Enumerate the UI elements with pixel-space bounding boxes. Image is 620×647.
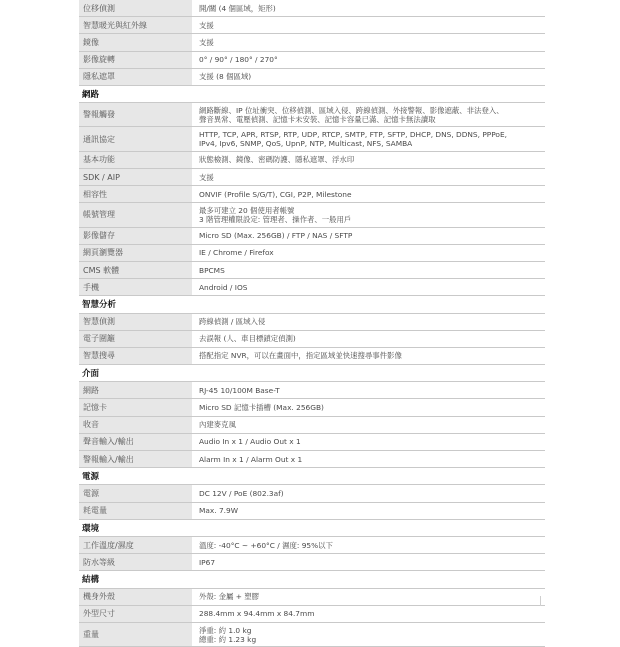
spec-label: 機身外殼 <box>79 589 192 605</box>
spec-label: 警報輸入/輸出 <box>79 451 192 467</box>
spec-value-line: 288.4mm x 94.4mm x 84.7mm <box>199 609 315 619</box>
spec-value <box>192 103 545 126</box>
spec-value-line: Alarm In x 1 / Alarm Out x 1 <box>199 454 303 464</box>
spec-row <box>79 623 545 647</box>
spec-value-line: HTTP, TCP, APR, RTSP, RTP, UDP, RTCP, SMTP, FTP, SFTP, DHCP, DNS, DDNS, PPPoE, <box>199 130 507 140</box>
spec-label: 鏡像 <box>79 34 192 50</box>
spec-label: 聲音輸入/輸出 <box>79 434 192 450</box>
spec-label: 影像儲存 <box>79 228 192 244</box>
spec-value-line: 聲音異常、電壓偵測、記憶卡未安裝、記憶卡容量已滿、記憶卡無法讀取 <box>199 114 436 124</box>
spec-row <box>79 152 545 169</box>
spec-label: 防水等級 <box>79 554 192 570</box>
spec-label: 相容性 <box>79 186 192 202</box>
spec-value <box>192 0 545 16</box>
spec-row <box>79 348 545 365</box>
spec-row <box>79 589 545 606</box>
spec-value <box>192 348 545 364</box>
spec-label: 網頁瀏覽器 <box>79 245 192 261</box>
spec-label: 警報觸發 <box>79 103 192 126</box>
spec-value <box>192 169 545 185</box>
spec-row <box>79 169 545 186</box>
spec-value <box>192 331 545 347</box>
spec-label: CMS 軟體 <box>79 262 192 278</box>
spec-row <box>79 52 545 69</box>
spec-value <box>192 399 545 415</box>
spec-value-line: Audio In x 1 / Audio Out x 1 <box>199 437 301 447</box>
spec-label: 智慧搜尋 <box>79 348 192 364</box>
spec-row <box>79 17 545 34</box>
spec-value <box>192 262 545 278</box>
spec-value <box>192 314 545 330</box>
spec-value-line: 去誤報 (人、車目標鎖定偵測) <box>199 334 296 344</box>
spec-label: 記憶卡 <box>79 399 192 415</box>
spec-value <box>192 17 545 33</box>
spec-value-line: Micro SD (Max. 256GB) / FTP / NAS / SFTP <box>199 231 353 241</box>
spec-value <box>192 69 545 85</box>
spec-value <box>192 503 545 519</box>
spec-value-line: 0° / 90° / 180° / 270° <box>199 55 278 65</box>
spec-label: 重量 <box>79 623 192 646</box>
spec-value-line: ONVIF (Profile S/G/T), CGI, P2P, Milestone <box>199 189 352 199</box>
spec-value <box>192 606 545 622</box>
spec-label: 耗電量 <box>79 503 192 519</box>
spec-value-line: 支援 <box>199 172 214 182</box>
spec-value-line: 開/關 (4 個區域，矩形) <box>199 3 276 13</box>
spec-row <box>79 186 545 203</box>
spec-row <box>79 399 545 416</box>
spec-value-line: IE / Chrome / Firefox <box>199 248 274 258</box>
spec-row <box>79 245 545 262</box>
spec-value-line: 溫度: -40°C ~ +60°C / 濕度: 95%以下 <box>199 540 333 550</box>
spec-row <box>79 279 545 296</box>
spec-label: 智慧暖光與紅外線 <box>79 17 192 33</box>
spec-value-line: 3 階管理權限設定: 管理者、操作者、一般用戶 <box>199 214 352 224</box>
spec-row <box>79 382 545 399</box>
spec-label: 外型尺寸 <box>79 606 192 622</box>
spec-label: 電源 <box>79 485 192 501</box>
spec-value-line: IP67 <box>199 557 216 567</box>
spec-label: 通訊協定 <box>79 127 192 150</box>
spec-value <box>192 485 545 501</box>
spec-value-line: DC 12V / PoE (802.3af) <box>199 488 284 498</box>
spec-value <box>192 279 545 295</box>
spec-label: 手機 <box>79 279 192 295</box>
spec-value-line: 支援 <box>199 20 214 30</box>
spec-value-line: 狀態檢測、鏡像、密碼防護、隱私遮罩、浮水印 <box>199 155 355 165</box>
spec-value <box>192 52 545 68</box>
spec-value <box>192 127 545 150</box>
spec-value <box>192 34 545 50</box>
spec-row <box>79 103 545 127</box>
section-heading: 結構 <box>79 571 545 588</box>
section-heading: 環境 <box>79 520 545 537</box>
spec-row <box>79 434 545 451</box>
spec-value <box>192 203 545 226</box>
spec-label: 基本功能 <box>79 152 192 168</box>
spec-value-line: Max. 7.9W <box>199 506 239 516</box>
spec-row <box>79 69 545 86</box>
spec-label: 網路 <box>79 382 192 398</box>
spec-value <box>192 417 545 433</box>
spec-value-line: 搭配指定 NVR，可以在畫面中，指定區域並快速搜尋事件影像 <box>199 351 402 361</box>
spec-value-line: Android / IOS <box>199 282 248 292</box>
spec-row <box>79 554 545 571</box>
spec-value <box>192 245 545 261</box>
spec-label: 帳號管理 <box>79 203 192 226</box>
spec-row <box>79 34 545 51</box>
spec-value-line: 淨重: 約 1.0 kg <box>199 625 252 635</box>
spec-value <box>192 623 545 646</box>
spec-value-line: 外殼: 金屬 + 塑膠 <box>199 592 260 602</box>
spec-value-line: RJ-45 10/100M Base-T <box>199 385 280 395</box>
spec-row <box>79 228 545 245</box>
spec-row <box>79 127 545 151</box>
spec-row <box>79 331 545 348</box>
spec-row <box>79 0 545 17</box>
spec-label: 工作溫度/濕度 <box>79 537 192 553</box>
spec-value-line: 總重: 約 1.23 kg <box>199 634 257 644</box>
spec-value <box>192 186 545 202</box>
spec-value <box>192 152 545 168</box>
spec-row <box>79 503 545 520</box>
spec-value-line: Micro SD 記憶卡插槽 (Max. 256GB) <box>199 403 324 413</box>
spec-value-line: BPCMS <box>199 265 225 275</box>
spec-row <box>79 537 545 554</box>
section-heading: 介面 <box>79 365 545 382</box>
section-heading: 電源 <box>79 468 545 485</box>
spec-value-line: 最多可建立 20 個使用者帳號 <box>199 205 295 215</box>
spec-value-line: IPv4, Ipv6, SNMP, QoS, UpnP, NTP, Multicast, NFS, SAMBA <box>199 139 413 149</box>
spec-label: 隱私遮罩 <box>79 69 192 85</box>
spec-value <box>192 228 545 244</box>
spec-value <box>192 589 545 605</box>
spec-value-line: 支援 <box>199 37 214 47</box>
spec-row <box>79 314 545 331</box>
spec-label: 影像旋轉 <box>79 52 192 68</box>
spec-value-line: 支援 (8 個區域) <box>199 72 252 82</box>
spec-label: 位移偵測 <box>79 0 192 16</box>
scrollbar-mark <box>540 596 541 606</box>
spec-label: 電子圍籬 <box>79 331 192 347</box>
spec-value-line: 內建麥克風 <box>199 420 236 430</box>
spec-label: SDK / AIP <box>79 169 192 185</box>
spec-row <box>79 451 545 468</box>
spec-row <box>79 203 545 227</box>
spec-value <box>192 451 545 467</box>
section-heading: 網路 <box>79 86 545 103</box>
spec-value <box>192 537 545 553</box>
spec-value <box>192 554 545 570</box>
spec-value <box>192 382 545 398</box>
spec-value-line: 網路斷線、IP 位址衝突、位移偵測、區域入侵、跨線偵測、外接警報、影像遮蔽、非法登入、 <box>199 105 504 115</box>
spec-row <box>79 262 545 279</box>
spec-label: 收音 <box>79 417 192 433</box>
spec-table <box>79 0 545 647</box>
spec-value-line: 跨線偵測 / 區域入侵 <box>199 317 266 327</box>
spec-row <box>79 417 545 434</box>
spec-row <box>79 485 545 502</box>
spec-row <box>79 606 545 623</box>
spec-value <box>192 434 545 450</box>
spec-label: 智慧偵測 <box>79 314 192 330</box>
section-heading: 智慧分析 <box>79 296 545 313</box>
